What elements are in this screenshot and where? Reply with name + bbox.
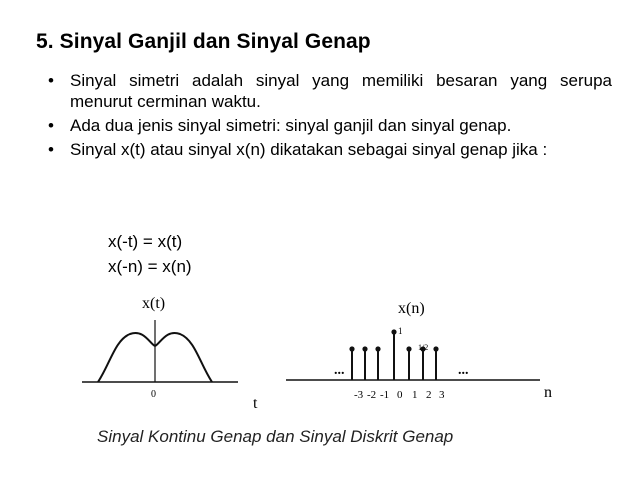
discrete-signal-plot	[286, 300, 552, 401]
equation-continuous: x(-t) = x(t)	[108, 232, 183, 251]
bullet-item: • Ada dua jenis sinyal simetri: sinyal ganjil dan sinyal genap.	[44, 115, 612, 136]
discrete-stem-dot	[349, 346, 354, 351]
discrete-right-dots: ...	[458, 363, 469, 378]
discrete-stem-dot	[362, 346, 367, 351]
signal-figure-svg	[60, 282, 620, 422]
discrete-stem-dot	[375, 346, 380, 351]
discrete-tick-label: 3	[439, 389, 445, 401]
discrete-left-dots: ...	[334, 363, 345, 378]
discrete-stem-dot	[406, 346, 411, 351]
figure-caption: Sinyal Kontinu Genap dan Sinyal Diskrit Genap	[97, 427, 454, 446]
signal-figure	[60, 282, 620, 422]
discrete-tick-label: -3	[354, 389, 364, 401]
continuous-signal-plot	[82, 295, 258, 412]
continuous-x-label: t	[253, 395, 258, 412]
discrete-stem-dot	[433, 346, 438, 351]
discrete-tick-label: 2	[426, 389, 432, 401]
bullet-item: • Sinyal x(t) atau sinyal x(n) dikatakan sebagai sinyal genap jika :	[44, 139, 612, 160]
discrete-tick-label: 1	[412, 389, 418, 401]
bullet-list	[44, 70, 612, 163]
continuous-origin-label: 0	[151, 389, 156, 400]
discrete-stems	[349, 329, 438, 380]
continuous-y-label: x(t)	[142, 295, 166, 312]
discrete-y-label: x(n)	[398, 300, 425, 317]
discrete-tick-label: 0	[397, 389, 403, 401]
discrete-fraction-label: 1/2	[418, 343, 429, 352]
discrete-tick-label: -1	[380, 389, 390, 401]
bullet-item: • Sinyal simetri adalah sinyal yang memiliki besaran yang serupa menurut cerminan waktu.	[44, 70, 612, 112]
discrete-tick-labels	[354, 389, 445, 401]
equation-discrete: x(-n) = x(n)	[108, 257, 192, 276]
discrete-x-label: n	[544, 384, 552, 401]
slide-title: 5. Sinyal Ganjil dan Sinyal Genap	[36, 30, 371, 53]
discrete-tick-label: -2	[367, 389, 377, 401]
discrete-peak-label: 1	[398, 326, 403, 336]
discrete-stem-dot	[391, 329, 396, 334]
